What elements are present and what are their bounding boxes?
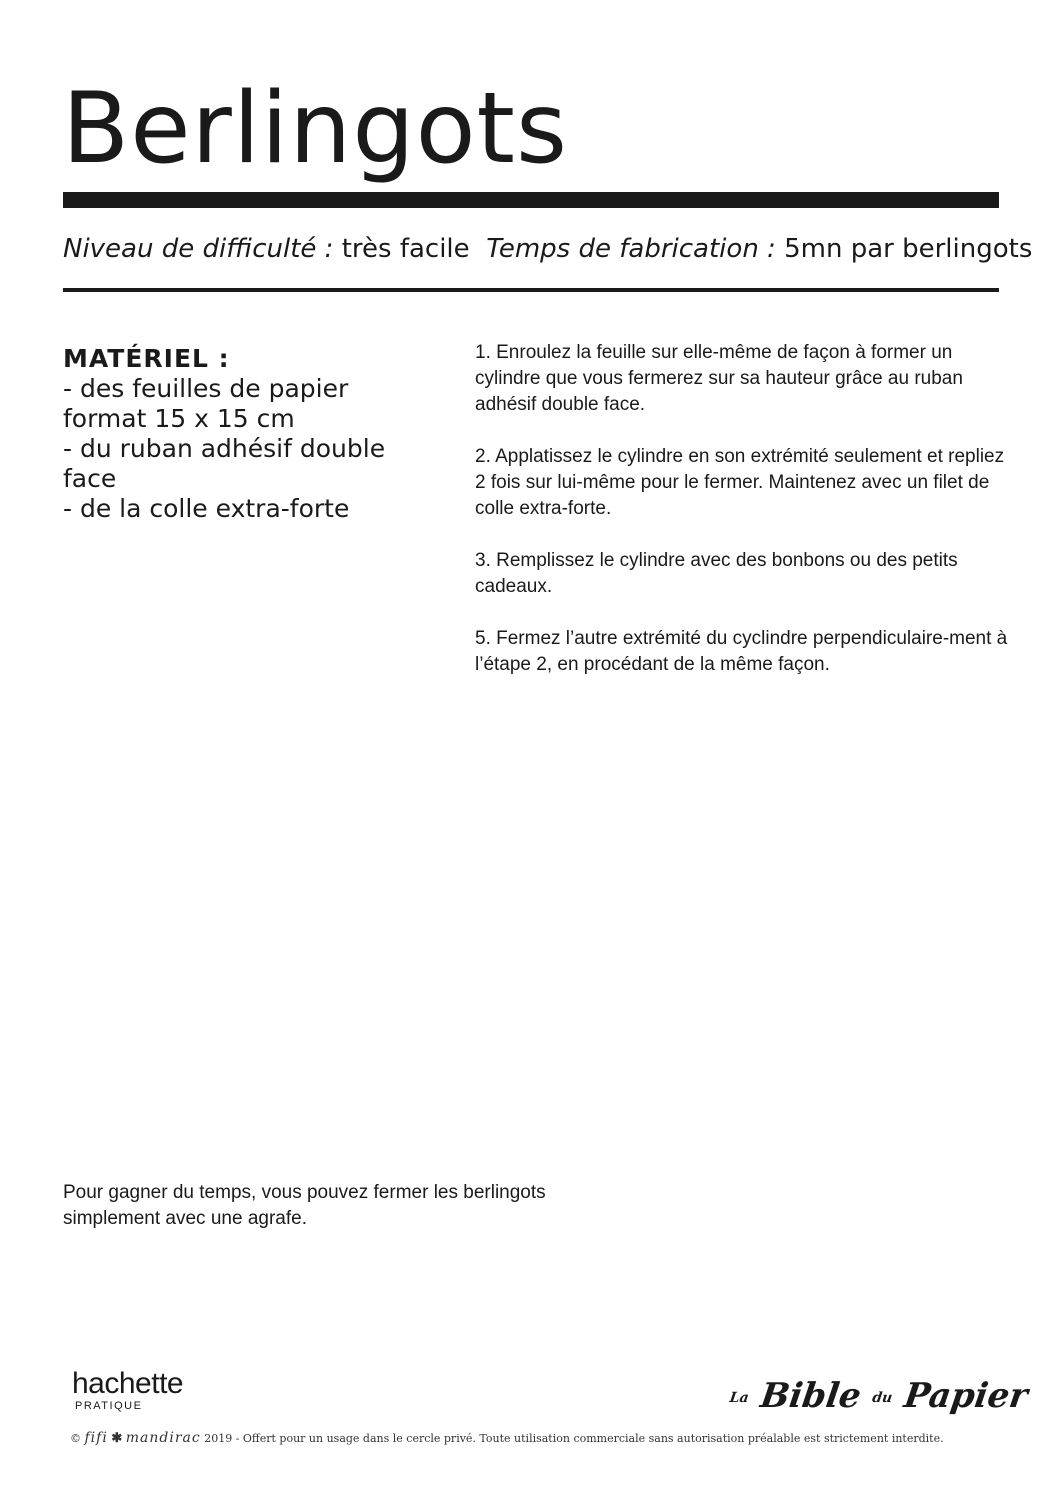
page-title: Berlingots [62, 72, 569, 186]
materials-section [63, 344, 443, 524]
materials-heading: MATÉRIEL : [63, 344, 230, 373]
meta-divider [63, 288, 999, 292]
designer-first: fifi [84, 1430, 108, 1446]
material-line: format 15 x 15 cm [63, 404, 295, 433]
brand-papier: Papier [901, 1376, 1031, 1416]
time-value: 5mn par berlingots [784, 234, 1033, 264]
step-3: 3. Remplissez le cylindre avec des bonbons ou des petits cadeaux. [475, 550, 958, 597]
instructions-section [475, 340, 1015, 704]
difficulty-label: Niveau de difficulté : [63, 234, 334, 264]
hachette-logo [72, 1368, 183, 1412]
bible-du-papier-logo [727, 1376, 1030, 1416]
difficulty-value: très facile [341, 234, 470, 264]
copyright-symbol: © [70, 1432, 81, 1445]
brand-bible: Bible [757, 1376, 864, 1416]
brand-du: du [871, 1390, 894, 1406]
publisher-sub: PRATIQUE [75, 1400, 143, 1412]
step-2: 2. Applatissez le cylindre en son extrémité seulement et repliez 2 fois sur lui-même pour le fermer. Maintenez avec un filet de colle extra-forte. [475, 446, 1005, 519]
material-line: - des feuilles de papier [63, 374, 349, 403]
project-meta [63, 234, 1033, 264]
brand-la: La [728, 1390, 750, 1406]
step-1: 1. Enroulez la feuille sur elle-même de façon à former un cylindre que vous fermerez sur sa hauteur grâce au ruban adhésif double face. [475, 342, 963, 415]
designer-last: mandirac [125, 1430, 201, 1446]
title-divider [63, 192, 999, 208]
flower-icon: ✱ [111, 1431, 123, 1446]
material-line: - du ruban adhésif double face [63, 434, 386, 493]
step-5: 5. Fermez l’autre extrémité du cyclindre perpendiculaire-ment à l’étape 2, en procédant de la même façon. [475, 628, 1008, 675]
publisher-name: hachette [72, 1367, 184, 1400]
tip-text: Pour gagner du temps, vous pouvez fermer les berlingots simplement avec une agrafe. [63, 1182, 546, 1229]
time-label: Temps de fabrication : [486, 234, 776, 264]
material-line: - de la colle extra-forte [63, 494, 350, 523]
copyright-footer [70, 1430, 990, 1446]
copyright-notice: 2019 - Offert pour un usage dans le cercle privé. Toute utilisation commerciale sans autorisation préalable est strictement interdite. [204, 1432, 944, 1445]
